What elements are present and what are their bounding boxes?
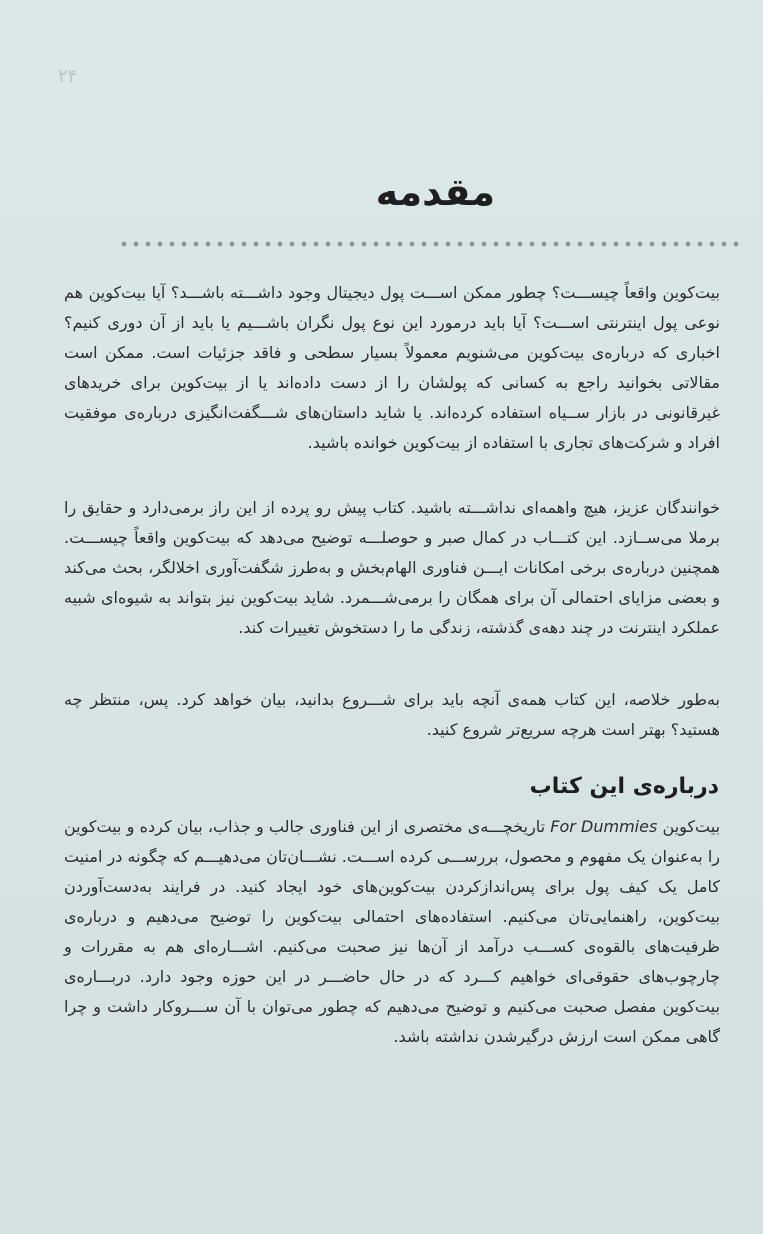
chapter-title: مقدمه — [375, 170, 495, 214]
intro-paragraph-2: خوانندگان عزیز، هیچ واهمه‌ای نداشـــته باشید. کتاب پیش رو پرده از این راز برمی‌دارد و حقایق را برملا می‌ســازد. این کتـــاب در کمال صبر و حوصلـــه توضیح می‌دهد که بیت‌کوین واقعاً چیســـت. همچنین درباره‌ی برخی امکانات ایـــن فناوری الهام‌بخش و به‌طرز شگفت‌آوری اخلالگر، بحث می‌کند و بعضی مزایای احتمالی آن برای همگان را برمی‌شـــمرد. شاید بیت‌کوین نیز بتواند به شیوه‌ای شبیه عملکرد اینترنت در چند دهه‌ی گذشته، زندگی ما را دستخوش تغییرات کند. — [64, 498, 720, 637]
intro-paragraph-1: بیت‌کوین واقعاً چیســـت؟ چطور ممکن اســـت پول دیجیتال وجود داشـــته باشـــد؟ آیا بیت‌کوین هم نوعی پول اینترنتی اســـت؟ آیا باید درمورد این نوع پول نگران باشـــیم یا باید از آن دوری کنیم؟ اخباری که درباره‌ی بیت‌کوین می‌شنویم معمولاً بسیار سطحی و فاقد جزئیات است. ممکن است مقالاتی بخوانید راجع به کسانی که پولشان را از دست داده‌اند یا از بیت‌کوین برای خریدهای غیرقانونی در بازار ســیاه استفاده کرده‌اند. یا شاید داستان‌های شـــگفت‌انگیزی درباره‌ی موفقیت افراد و شرکت‌های تجاری با استفاده از بیت‌کوین خوانده باشید. — [64, 283, 720, 452]
section-heading: درباره‌ی این کتاب — [529, 774, 719, 799]
book-series-name: For Dummies — [550, 817, 658, 836]
dotted-divider — [118, 240, 743, 248]
section-paragraph-body: تاریخچـــه‌ی مختصری از این فناوری جالب و جذاب، بیان کرده و بیت‌کوین را به‌عنوان یک مفهوم و محصول، بررســـی کرده اســـت. نشـــان‌تان می‌دهیـــم که چگونه در امنیت کامل یک کیف پول برای پس‌اندازکردن بیت‌کوین‌های خود ایجاد کنید. در فرایند به‌دست‌آوردن بیت‌کوین، راهنمایی‌تان می‌کنیم. استفاده‌های احتمالی بیت‌کوین را توضیح می‌دهیم و درباره‌ی ظرفیت‌های بالقوه‌ی کســـب درآمد از آن‌ها نیز صحبت می‌کنیم. اشـــاره‌ای هم به مقررات و چارچوب‌های حقوقی‌ای خواهیم کـــرد که در حال حاضـــر در این حوزه وجود دارد. دربـــاره‌ی بیت‌کوین مفصل صحبت می‌کنیم و توضیح می‌دهیم که چطور می‌توان با آن ســـروکار داشت و چرا گاهی ممکن است ارزش درگیرشدن نداشته باشد. — [64, 817, 720, 1046]
section-paragraph — [64, 812, 720, 1052]
intro-paragraph-3: به‌طور خلاصه، این کتاب همه‌ی آنچه باید برای شـــروع بدانید، بیان خواهد کرد. پس، منتظر چه هستید؟ بهتر است هرچه سریع‌تر شروع کنید. — [64, 690, 720, 739]
section-paragraph-lead: بیت‌کوین — [662, 817, 721, 836]
page-number: ۲۴ — [58, 66, 78, 87]
